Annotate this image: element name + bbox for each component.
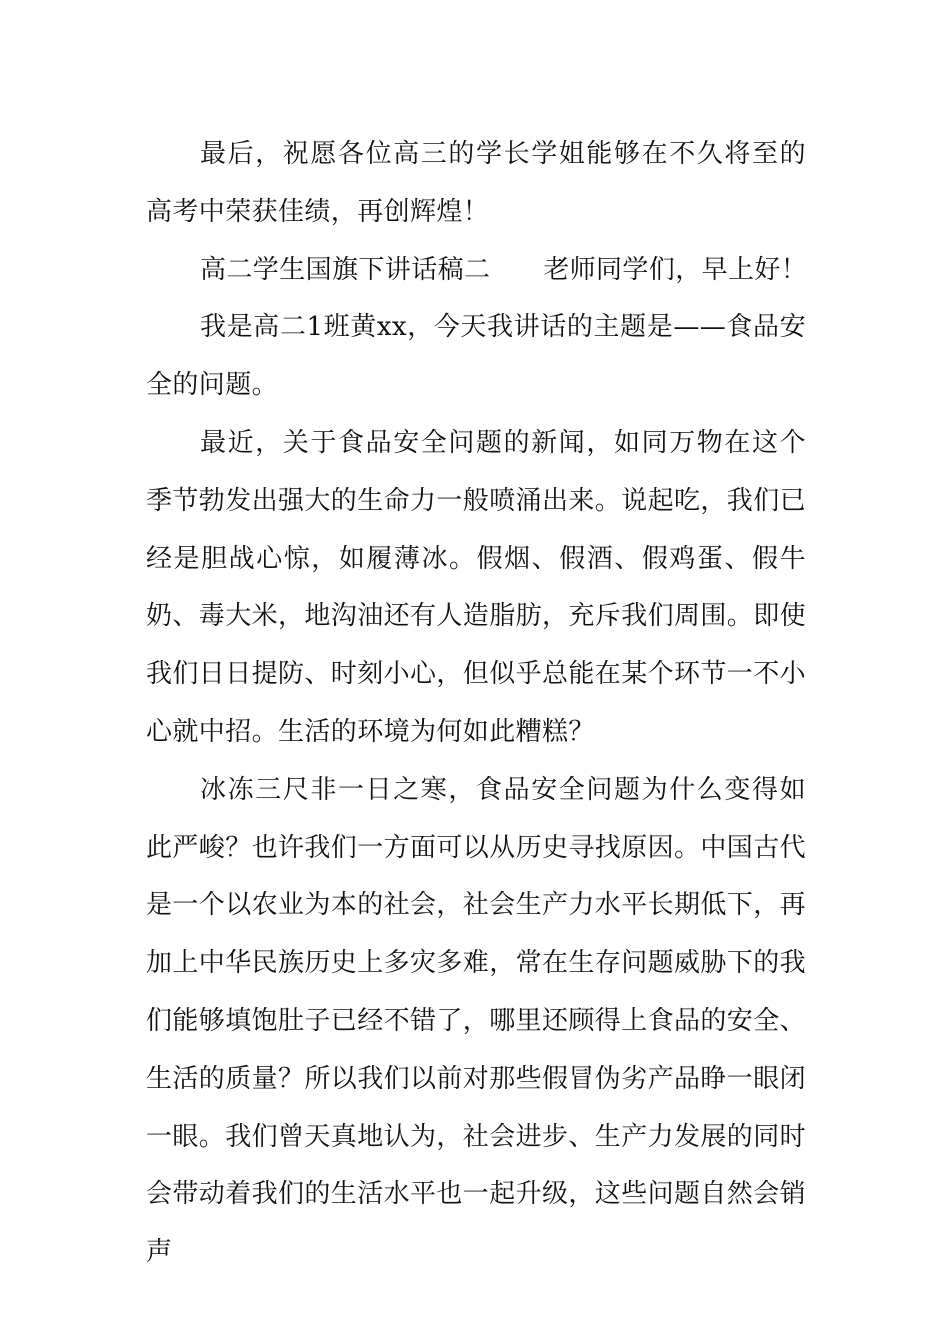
paragraph-speech-intro: 我是高二1班黄xx，今天我讲话的主题是——食品安全的问题。	[146, 312, 806, 401]
paragraph-speech-title: 高二学生国旗下讲话稿二 老师同学们，早上好！	[200, 254, 808, 285]
paragraph-closing-wish: 最后，祝愿各位高三的学长学姐能够在不久将至的高考中荣获佳绩，再创辉煌！	[146, 139, 806, 227]
paragraph-food-safety-news: 最近，关于食品安全问题的新闻，如同万物在这个季节勃发出强大的生命力一般喷涌出来。说起吃，我们已经是胆战心惊，如履薄冰。假烟、假酒、假鸡蛋、假牛奶、毒大米，地沟油还有人造脂肪，充斥我们周围。即使我们日日提防、时刻小心，但似乎总能在某个环节一不小心就中招。生活的环境为何如此糟糕？	[146, 427, 807, 747]
paragraph-history-reasons: 冰冻三尺非一日之寒，食品安全问题为什么变得如此严峻？也许我们一方面可以从历史寻找原因。中国古代是一个以农业为本的社会，社会生产力水平长期低下，再加上中华民族历史上多灾多难，常在生存问题威胁下的我们能够填饱肚子已经不错了，哪里还顾得上食品的安全、生活的质量？所以我们以前对那些假冒伪劣产品睁一眼闭一眼。我们曾天真地认为，社会进步、生产力发展的同时会带动着我们的生活水平也一起升级，这些问题自然会销声	[146, 774, 807, 1268]
document-body	[146, 126, 806, 1282]
